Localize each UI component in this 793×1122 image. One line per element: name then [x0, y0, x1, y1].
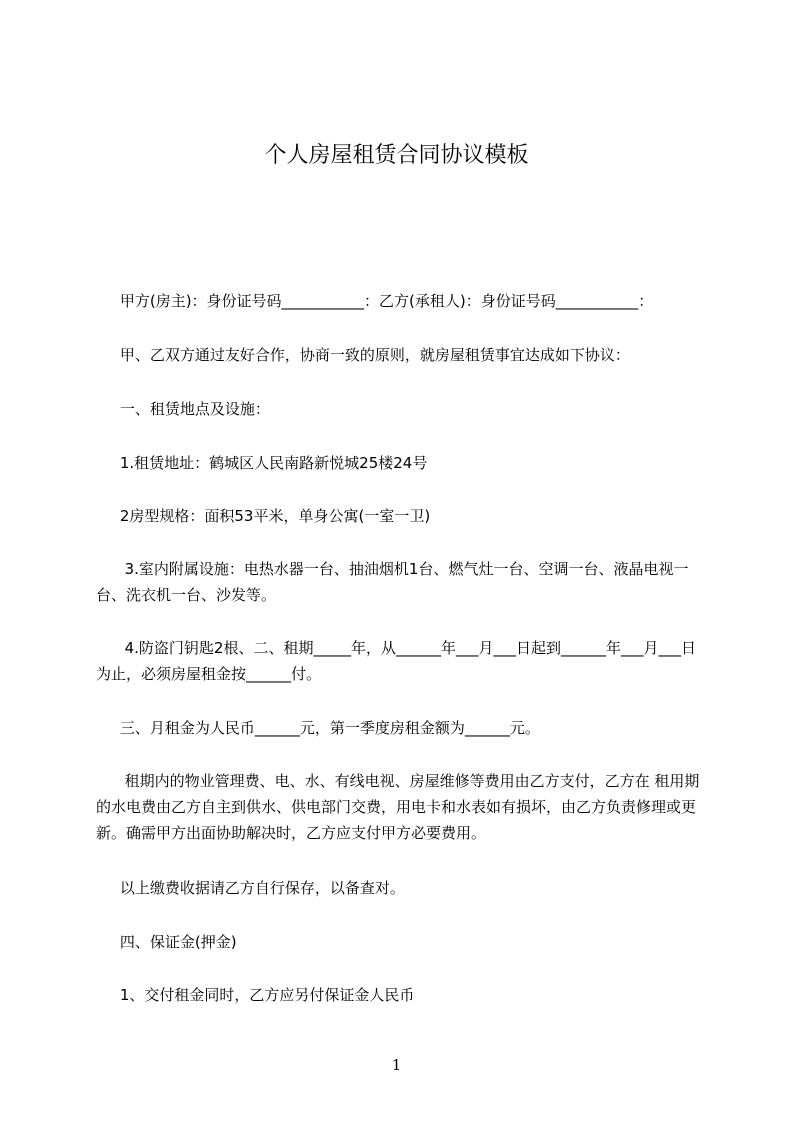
section-heading-location: 一、租赁地点及设施： [96, 400, 270, 418]
document-title: 个人房屋租赁合同协议模板 [264, 143, 529, 168]
paragraph-facilities: 3.室内附属设施：电热水器一台、抽油烟机1台、燃气灶一台、空调一台、液晶电视一台、洗衣机一台、沙发等。 [96, 560, 689, 604]
paragraph-receipts: 以上缴费收据请乙方自行保存，以备查对。 [96, 879, 405, 897]
paragraph-address: 1.租赁地址：鹤城区人民南路新悦城25楼24号 [96, 454, 428, 472]
paragraph-deposit: 1、交付租金同时，乙方应另付保证金人民币 [96, 986, 415, 1004]
paragraph-keys-and-term: 4.防盗门钥匙2根、二、租期_____年，从______年___月___日起到______年___月___日为止，必须房屋租金按______付。 [96, 639, 696, 683]
paragraph-agreement-intro: 甲、乙双方通过友好合作，协商一致的原则，就房屋租赁事宜达成如下协议： [96, 346, 630, 364]
section-heading-deposit: 四、保证金(押金) [96, 933, 237, 951]
page-number: 1 [391, 1056, 402, 1074]
paragraph-rent: 三、月租金为人民币______元，第一季度房租金额为______元。 [96, 719, 540, 737]
paragraph-parties: 甲方(房主)：身份证号码___________：乙方(承租人)：身份证号码___________： [96, 292, 654, 310]
paragraph-room-type: 2房型规格：面积53平米，单身公寓(一室一卫) [96, 507, 431, 525]
paragraph-fees: 租期内的物业管理费、电、水、有线电视、房屋维修等费用由乙方支付，乙方在 租用期的水电费由乙方自主到供水、供电部门交费，用电卡和水表如有损坏，由乙方负责修理或更新。确需甲方出面协助解决时，乙方应支付甲方必要费用。 [96, 772, 700, 842]
